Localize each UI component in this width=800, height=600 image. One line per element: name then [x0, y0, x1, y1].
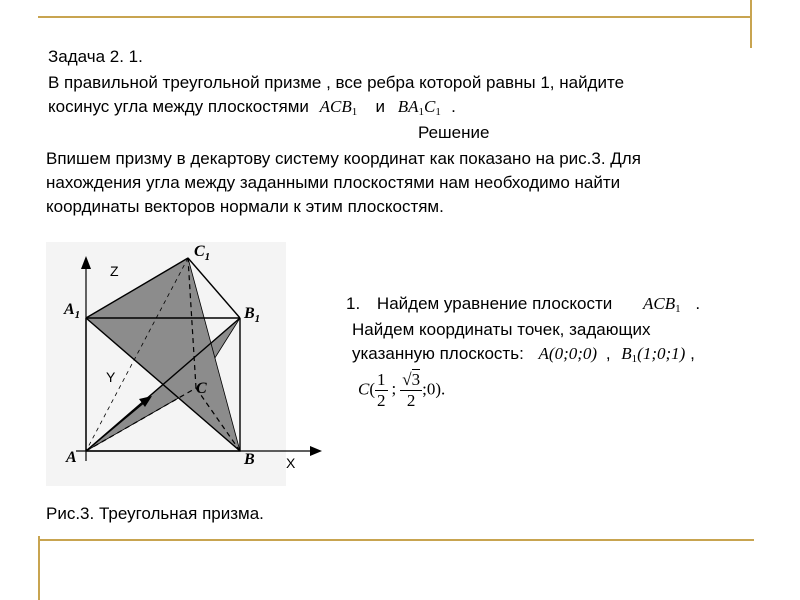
point-a [539, 344, 598, 363]
plane-acb1-main: ACB [319, 97, 352, 116]
point-c-frac-1-num: 1 [377, 370, 386, 389]
body-text-line-3: координаты векторов нормали к этим плоскостям. [46, 197, 444, 216]
point-b1-coords: (1;0;1) [637, 344, 686, 363]
x-axis-arrow [310, 446, 322, 456]
point-c-frac-1 [375, 370, 388, 411]
plane-ba1c1-a: BA [397, 97, 419, 116]
point-c-name: C [358, 379, 370, 399]
point-b1 [621, 344, 685, 363]
sqrt-radicand: 3 [411, 370, 421, 389]
label-c1-main: C [194, 243, 205, 260]
conjunction-and: и [375, 97, 386, 116]
problem-title: Задача 2. 1. [48, 47, 143, 66]
point-c-sep: ; [391, 379, 397, 399]
label-x: X [286, 455, 296, 471]
step-period: . [695, 294, 701, 313]
point-c [358, 370, 445, 411]
label-y: Y [106, 369, 116, 385]
point-c-frac-1-den: 2 [377, 391, 386, 410]
step-1-line-3-text: указанную плоскость: [352, 344, 524, 363]
sqrt-sign: √ [402, 370, 412, 389]
right-frame-line [750, 0, 752, 48]
plane-acb1-sub: 1 [351, 106, 358, 118]
label-c: C [196, 380, 207, 397]
body-text-line-2: нахождения угла между заданными плоскостями нам необходимо найти [46, 173, 621, 192]
plane-ba1c1-sub-b: 1 [435, 106, 441, 118]
problem-line-2 [48, 96, 456, 120]
step-1-line-3 [352, 343, 695, 367]
label-a1-main: A [64, 301, 75, 318]
left-frame-line [38, 536, 40, 600]
step-plane-main: ACB [642, 294, 676, 313]
problem-line-1: В правильной треугольной призме , все ребра которой равны 1, найдите [48, 73, 625, 92]
step-1-text: Найдем уравнение плоскости [376, 294, 613, 313]
body-text-line-1: Впишем призму в декартову систему координат как показано на рис.3. Для [46, 149, 641, 168]
point-c-frac-2 [400, 370, 422, 411]
label-a1-sub: 1 [74, 309, 81, 321]
comma-1: , [605, 344, 611, 363]
point-c-frac-2-num [400, 370, 422, 391]
label-z: Z [110, 263, 119, 279]
step-plane-acb1 [643, 294, 681, 313]
point-c-open: ( [369, 379, 376, 399]
prism-figure [46, 238, 346, 488]
point-b1-name: B [621, 344, 632, 363]
point-c-close: ;0). [422, 379, 446, 399]
label-b: B [244, 451, 255, 468]
top-frame-line [38, 16, 752, 18]
label-a: A [66, 449, 77, 466]
point-a-name: A [538, 344, 549, 363]
step-plane-sub: 1 [675, 303, 681, 315]
plane-ba1c1 [398, 97, 445, 116]
comma-2: , [690, 344, 695, 363]
label-b1-main: B [244, 305, 255, 322]
problem-line-2-text: косинус угла между плоскостями [48, 97, 309, 116]
problem-period: . [451, 97, 456, 116]
point-c-frac-2-den: 2 [406, 391, 416, 410]
step-number: 1. [346, 294, 361, 313]
plane-acb1 [320, 97, 362, 116]
plane-ba1c1-b: C [424, 97, 436, 116]
step-1-line-2: Найдем координаты точек, задающих [352, 320, 651, 339]
plane-ba1c1-sub-a: 1 [418, 106, 425, 118]
step-1-line-1 [346, 293, 700, 317]
point-b1-sub: 1 [631, 353, 638, 365]
label-b1-sub: 1 [254, 313, 261, 325]
label-c1-sub: 1 [204, 251, 211, 263]
bottom-frame-line [38, 539, 754, 541]
solution-heading: Решение [418, 123, 490, 142]
point-a-coords: (0;0;0) [548, 344, 598, 363]
figure-caption: Рис.3. Треугольная призма. [46, 504, 264, 523]
